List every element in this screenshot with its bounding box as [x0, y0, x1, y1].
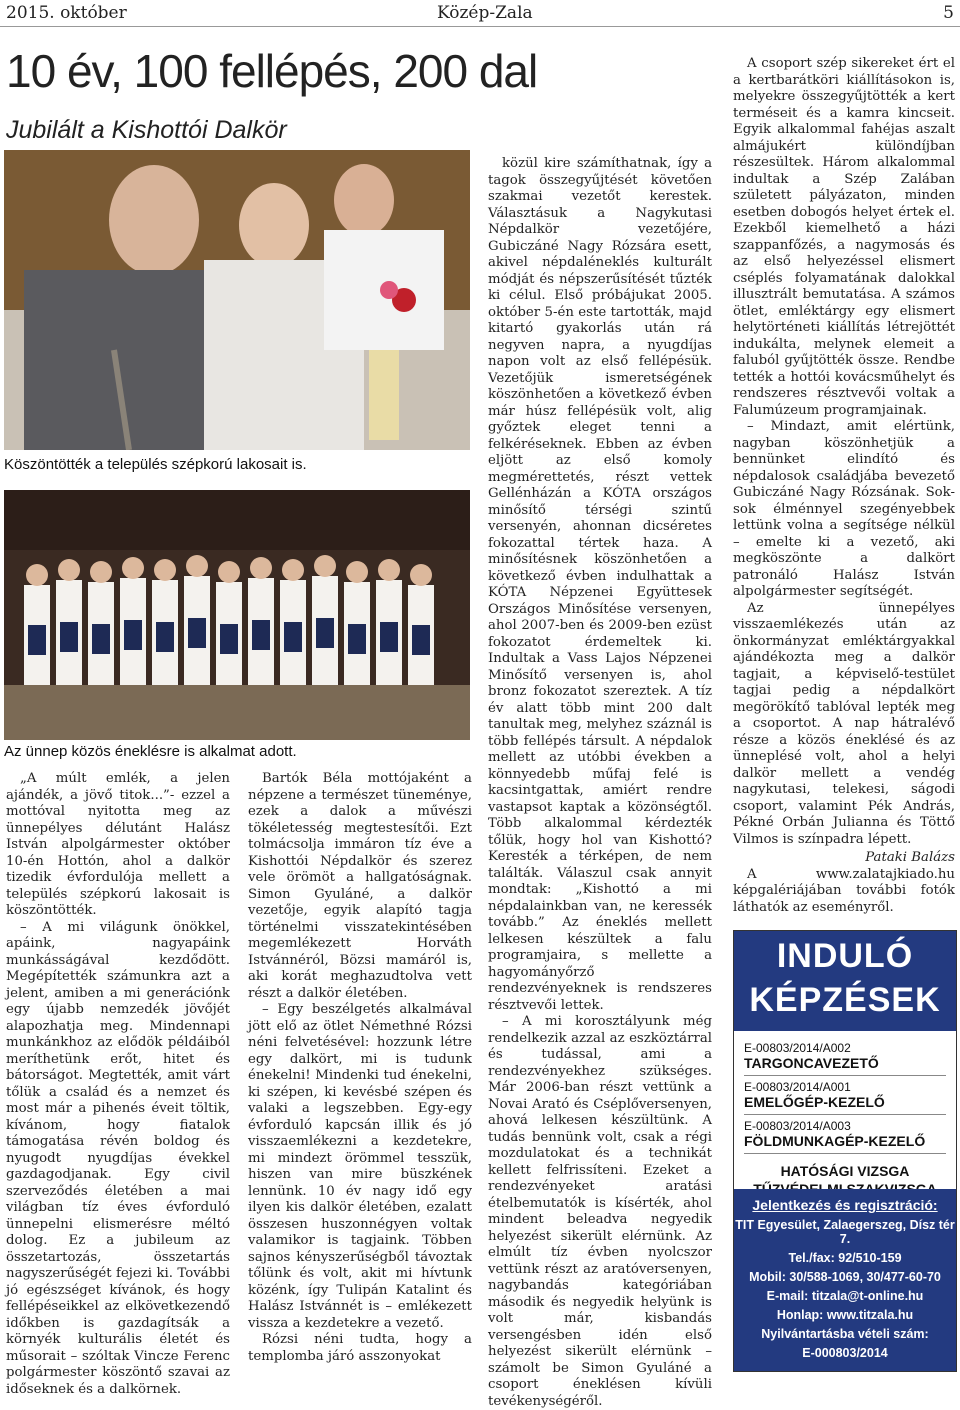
article-title: 10 év, 100 fellépés, 200 dal — [6, 45, 538, 97]
photo-caption-2: Az ünnep közös éneklésre is alkalmat adott. — [4, 743, 297, 760]
paragraph: – Mindazt, amit elértünk, nagyban köszönhetjük a bennünket elindító és népdalosok családjába bevezető Gubiczáné Nagy Rózsának. Sok-sok élménnyel szegényebbek lettünk volna a segítsége nélkül – emelte ki a vezető, aki megköszönte a dalkört patronáló Halász István alpolgármester segítségét. — [733, 419, 955, 599]
course-name: FÖLDMUNKAGÉP-KEZELŐ — [744, 1133, 946, 1154]
photo-caption-1: Köszöntötték a település szépkorú lakosait is. — [4, 456, 307, 473]
course-name: EMELŐGÉP-KEZELŐ — [744, 1094, 946, 1115]
paragraph: „A múlt emlék, a jelen ajándék, a jövő titok...”- ezzel a mottóval nyitotta meg az ünnepélyes délutánt Halász István alpolgármester október 10-én Hottón, ahol a dalkör tizedik évfordulója mellett a település szépkorú lakosait is köszöntötték. — [6, 771, 230, 918]
article-column-3 — [488, 156, 712, 1410]
ad-registration-label: Nyilvántartásba vételi szám: — [761, 1327, 929, 1341]
author-signature: Pataki Balázs — [865, 850, 955, 865]
paragraph: A csoport szép sikereket ért el a kertbarátköri kiállításokon is, melyekre összegyűjtötték a kert terméseit és a kamra kincseit. Egyik alkalommal fahéjas aszalt almájukért különdíjban részesültek. Három alkalommal indultak a Szép Zalában született pályázaton, minden esetben dobogós helyet értek el. Ezekből kiemelhető a házi szappanfőzés, a nagymosás és az első helyezéssel elismert cséplés folyamatának dalokkal illusztrált bemutatása. A számos ötlet, emléktárgy egy elismert helytörténeti kiállítás létrejöttét indukálta, melynek elemeit a faluból gyűjtötték össze. Rendbe tették a hottói kovácsműhelyt és rendszeres résztvevői voltak a Falumúzeum programjainak. — [733, 56, 955, 418]
paragraph: Az ünnepélyes visszaemlékezés után az önkormányzat emléktárgyakkal ajándékozta meg a dalkör tagjait, a képviselő-testület tagjai pedig a népdalkört megörökítő tablóval lepték meg a csoportot. A nap hátralévő része a közös éneklésé és az ünneplésé volt, ahol a helyi dalkör mellett a vendég nagykutasi, telekesi, ságodi csoport, valamint Pék András, Pékné Orbán Julianna és Töttő Vilmos is színpadra lépett. — [733, 600, 955, 847]
paragraph: Rózsi néni tudta, hogy a templomba járó asszonyokat — [248, 1332, 472, 1364]
ad-headline-line2: KÉPZÉSEK — [749, 981, 941, 1019]
course-code: E-00803/2014/A002 — [744, 1041, 851, 1055]
exam-course: HATÓSÁGI VIZSGA — [780, 1163, 910, 1179]
gallery-note: A www.zalatajkiado.hu képgalériájában további fotók láthatók az eseményről. — [733, 866, 955, 915]
paragraph: – Egy beszélgetés alkalmával jött elő az ötlet Némethné Rózsi néni felvetésével: hozzunk létre egy dalkört, mi is tudunk énekelni! Mindenki tud énekelni, ki szépen, ki kevésbé szépen és valaki a legszebben. Egy-egy évforduló kapcsán illik és jó visszaemlékezni a kezdetekre, mi mindezt örömmel tesszük, hiszen van mire büszkének lennünk. 10 év nagy idő egy ilyen kis dalkör életében, ezalatt összesen huszonnégyen voltak valamikor is tagjaink. Többen sajnos kényszerűségből távoztak tőlünk és volt, akit mi hívtunk közénk, így Tulipán Katalint és Halász Istvánnét is – emlékezett vissza a kezdetekre a vezető. — [248, 1002, 472, 1331]
ad-headline-line1: INDULÓ — [776, 937, 914, 975]
ad-headline — [734, 931, 956, 1031]
paragraph: közül kire számíthatnak, így a tagok összegyűjtését követően szakmai vezetőt kerestek. Választásuk a Nagykutasi Népdalkör vezetőjére, Gubiczáné Nagy Rózsára esett, akivel népdaléneklés kulturált módját és népszerűsítését tűzték ki célul. Első próbájukat 2005. október 5-én este tartották, majd kitartó gyakorlás után rá negyven napra, a nyugdíjas napon volt az első fellépésük. Vezetőjük ismeretségének köszönhetően a következő évben már húsz fellépésük volt, alig győztek eleget tenni a felkéréseknek. Ebben az évben eljött az első komoly megmérettetés, részt vettek Gellénházán a KÓTA országos minősítő térségi szintű versenyén, ahonnan dicséretes fokozattal tértek haza. A minősítésnek köszönhetően a következő évben indulhattak a KÓTA Népzenei Együttesek Országos Minősítése versenyen, ahol 2007-ben és 2009-ben ezüst fokozatot érdemeltek ki. Indultak a Vass Lajos Népzenei Minősítő versenyen is, ahol bronz fokozatot szereztek. A tíz év alatt több mint 200 dalt tanultak meg, melyhez száznál is több fellépés társult. A népdalok mellett az utóbbi években a könnyedebb műfaj felé is kacsintgattak, amiért rendre vastapsot kaptak a közönségtől. Több alkalommal kérdezték tőlük, hogy hol van Kishottó? Keresték a térképen, de nem találták. Válaszul csak annyit mondtak: „Kishottó a mi népdalainkban van, ne keressék tovább.” Az éneklés mellett lelkesen készültek a falu programjaira, s mellette a hagyományőrző rendezvényeknek is rendszeres résztvevői lettek. — [488, 156, 712, 1013]
ad-contact — [734, 1189, 956, 1371]
article-subtitle: Jubilált a Kishottói Dalkör — [6, 116, 287, 144]
ad-course-list — [734, 1031, 956, 1198]
course-code: E-00803/2014/A003 — [744, 1119, 851, 1133]
photo-illustration — [4, 490, 470, 740]
paragraph: Bartók Béla mottójaként a népzene a természet tüneménye, ezek a dalok a művészi tökéletesség megtestesítői. Ezt tolmácsolja immáron tíz éve a Kishottói Népdalkör és szerez vele örömöt a hallgatóságnak. Simon Gyuláné, a dalkör vezetője, egyik alapító tagja történelmi visszatekintésében megemlékezett Horváth Istvánnéról, Bözsi mamáról is, aki korát meghazudtolva vett részt a dalkör életében. — [248, 771, 472, 1001]
photo-elderly-honored — [4, 150, 470, 450]
ad-mobile: Mobil: 30/588-1069, 30/477-60-70 — [749, 1270, 941, 1284]
ad-organization: TIT Egyesület, Zalaegerszeg, Dísz tér 7. — [735, 1218, 955, 1246]
photo-illustration — [4, 150, 470, 450]
ad-email: E-mail: titzala@t-online.hu — [766, 1289, 924, 1303]
article-column-4 — [733, 56, 955, 916]
newspaper-name: Közép-Zala — [437, 3, 533, 23]
page-header — [0, 0, 960, 27]
course-code: E-00803/2014/A001 — [744, 1080, 851, 1094]
page-number: 5 — [943, 3, 954, 23]
ad-phone: Tel./fax: 92/510-159 — [788, 1251, 902, 1265]
ad-registration-number: E-000803/2014 — [802, 1346, 888, 1360]
paragraph: – A mi világunk önökkel, apáink, nagyapáink munkásságával kezdődött. Megépítették számunkra azt a jelent, amiben a mi generációnk egy újabb nemzedék jövőjét alapozhatja meg. Mindennapi munkánkhoz az elődök példáiból meríthetünk erőt, hitet és bátorságot. Megtették, amit várt tőlük a család és a nemzet és most már a pihenés éveit töltik, kívánom, hogy fiatalok támogatása révén boldog és nyugodt nyugdíjas évekkel gazdagodjanak. Egy civil szerveződés életében a mai világban tíz éves évforduló ünnepelni elismerésre méltó dolog. Ez a jubileum az összetartozás, összetartás nagyszerűségét fejezi ki. További jó egészséget kívánok, és hogy fellépéseikkel az elkövetkezendő időkben is gazdagítsák a környék kulturális életét és műsorait – szóltak Vincze Ferenc polgármester köszöntő szavai az időseknek és a dalkörnek. — [6, 919, 230, 1397]
course-name: TARGONCAVEZETŐ — [744, 1055, 946, 1076]
article-column-1 — [6, 771, 230, 1398]
article-column-2 — [248, 771, 472, 1365]
issue-date: 2015. október — [6, 3, 127, 23]
training-advertisement — [733, 930, 957, 1372]
photo-choir-singing — [4, 490, 470, 740]
ad-register-label: Jelentkezés és regisztráció: — [752, 1197, 938, 1213]
ad-website: Honlap: www.titzala.hu — [776, 1308, 914, 1322]
paragraph: – A mi korosztályunk még rendelkezik azzal az eszköztárral és tudással, ami a rendezvényekhez szükséges. Már 2006-ban részt vettünk a Novai Arató és Cséplőversenyen, ahová lelkesen készültünk. A tudás bennünk volt, csak a régi mozdulatokat és a technikát kellett felfrissíteni. Ezeket a rendezvényeket aratási ételbemutatók is kísérték, ahol mindent beleadva negyedik helyezést sikerült elérnünk. Az elmúlt tíz évben nyolcszor vettünk részt az aratóversenyen, nagybandás kategóriában második és negyedik helyünk is volt már, kisbandás versengésben idén első helyezést sikerült elérnünk – számolt be Simon Gyuláné a csoport éneklésen kívüli tevékenységéről. — [488, 1014, 712, 1409]
